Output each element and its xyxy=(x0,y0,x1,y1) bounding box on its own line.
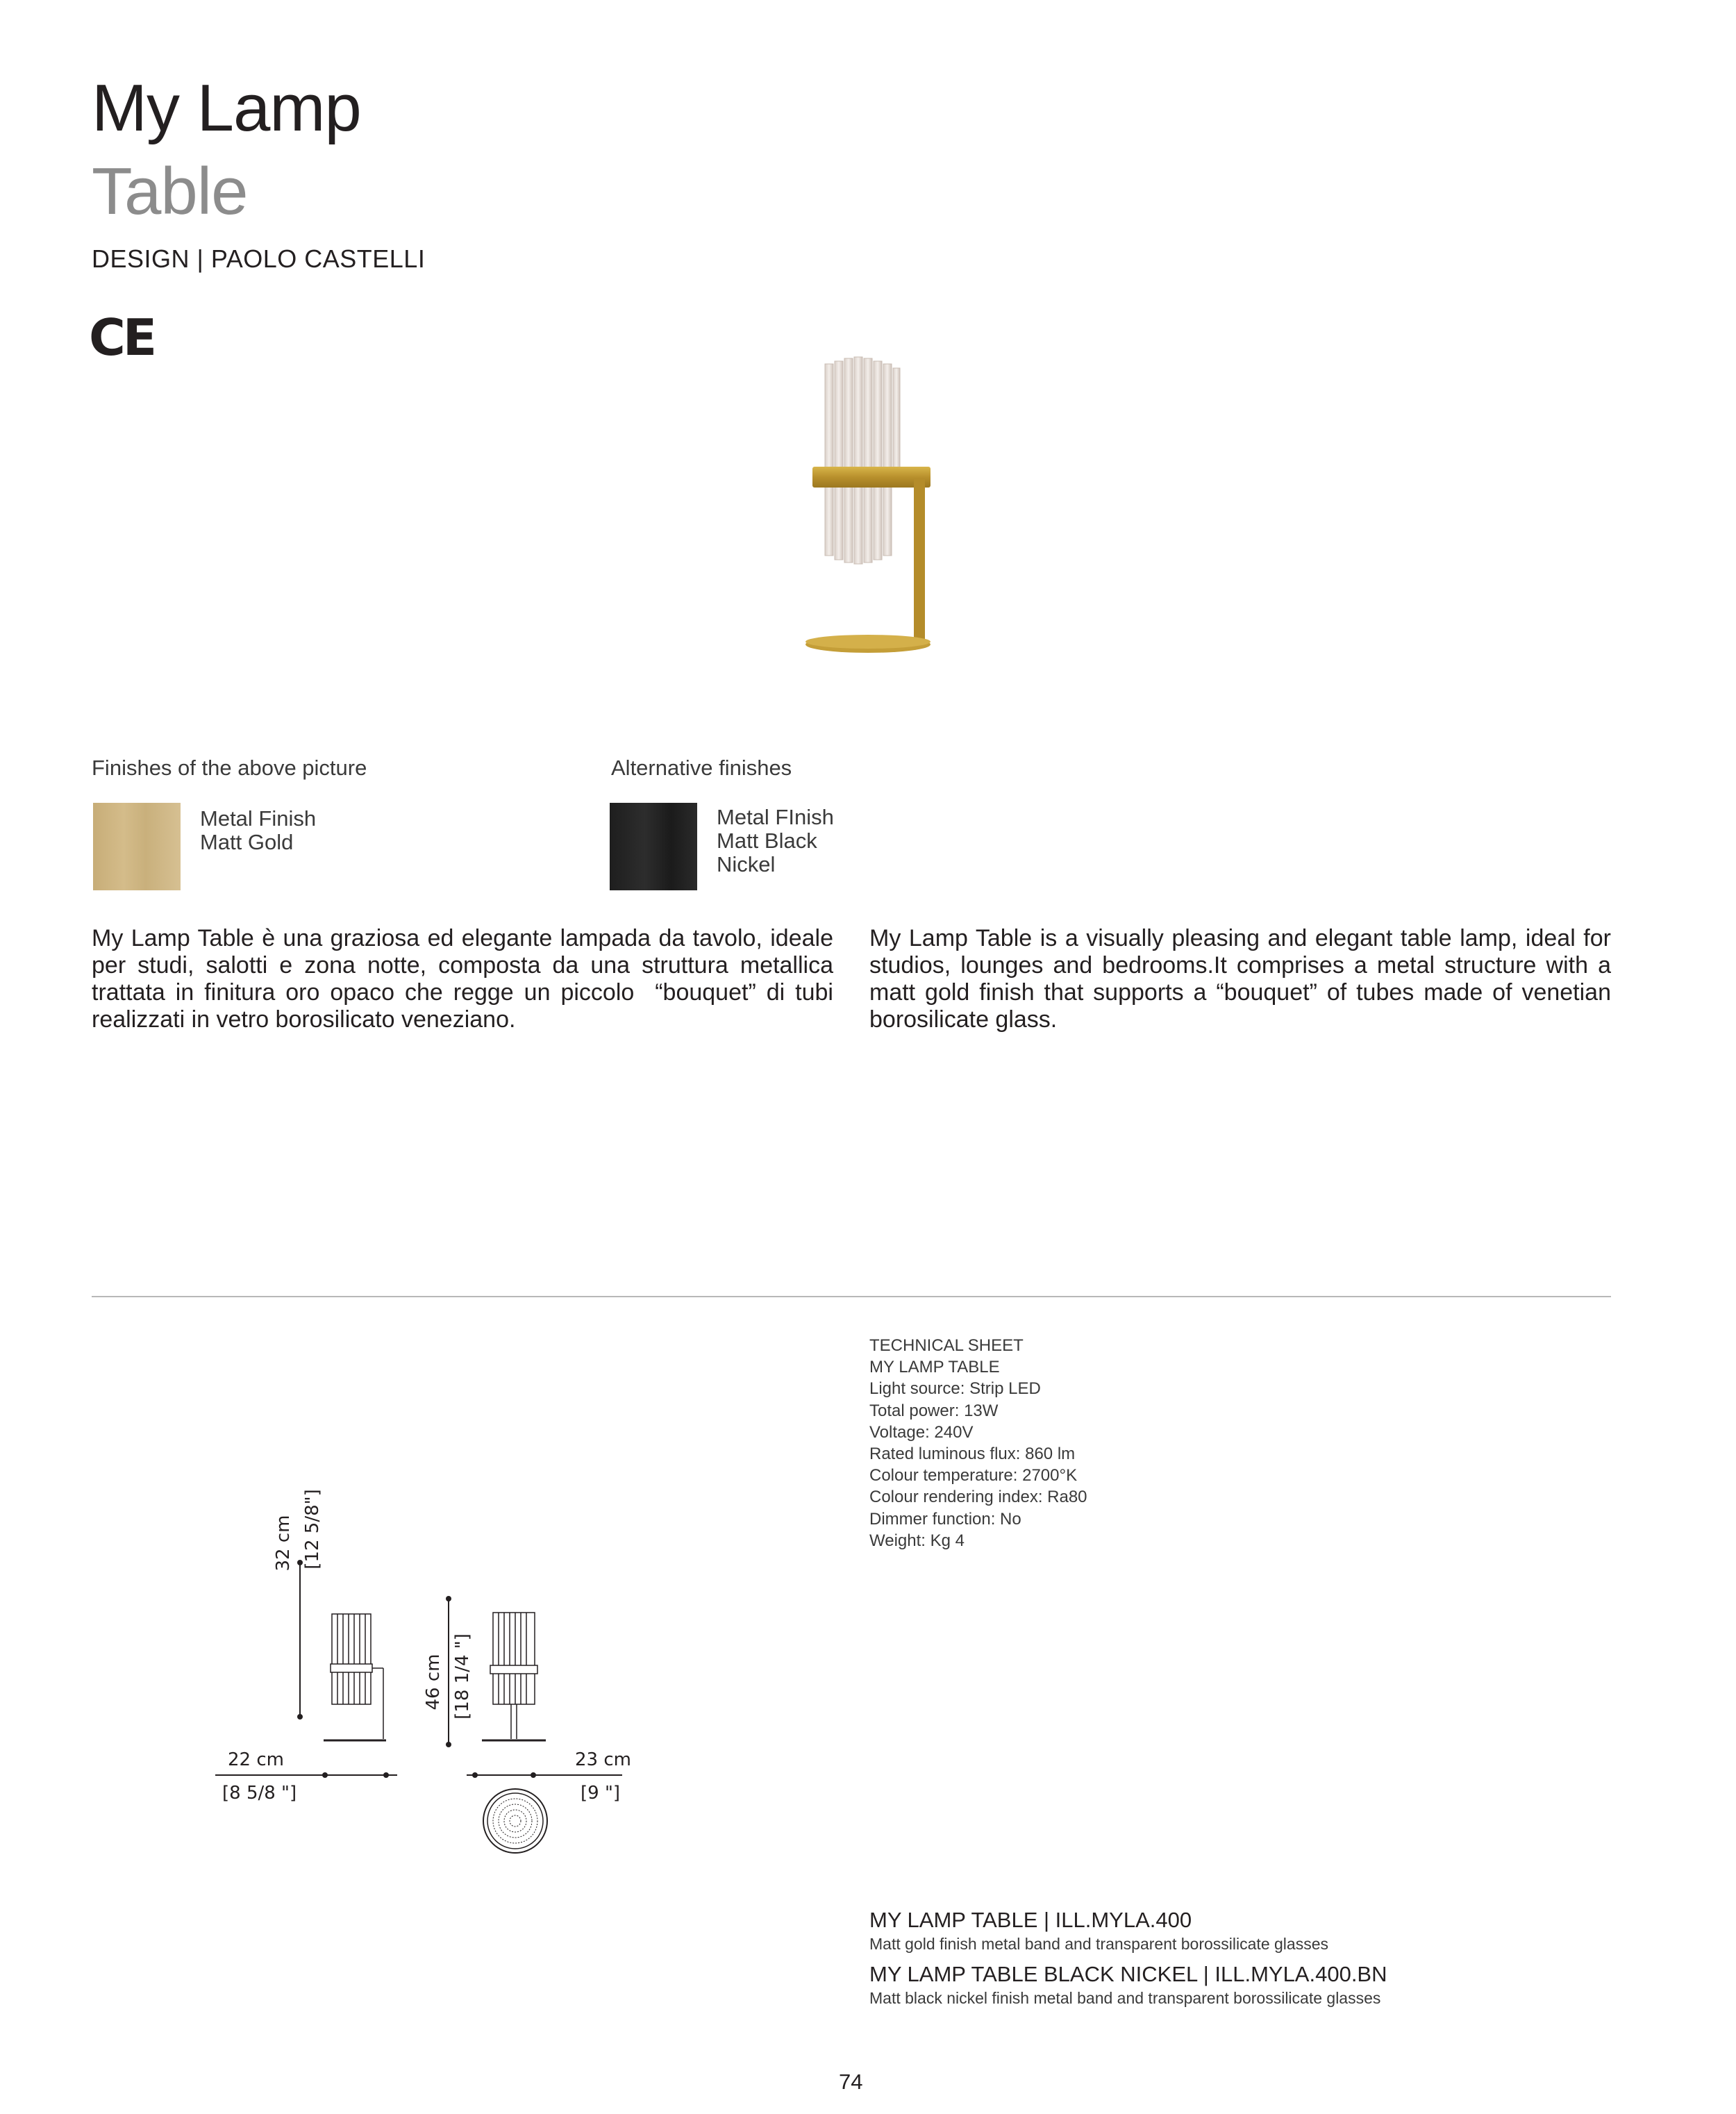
width-in: [9 "] xyxy=(581,1783,621,1804)
dimension-drawing xyxy=(194,1465,681,1854)
tech-spec: Colour temperature: 2700°K xyxy=(869,1466,1078,1485)
tech-heading: TECHNICAL SHEET xyxy=(869,1336,1024,1355)
description-english: My Lamp Table is a visually pleasing and elegant table lamp, ideal for studios, lounges and bedrooms.It comprises a metal structure with a matt gold finish that supports a “bouquet” of tubes made of venetian borosilicate glass. xyxy=(869,925,1611,1033)
front-view-lamp xyxy=(482,1613,546,1740)
current-finishes-heading: Finishes of the above picture xyxy=(92,756,367,780)
width-cm: 23 cm xyxy=(575,1749,631,1770)
page-number: 74 xyxy=(839,2070,863,2094)
top-view-lamp xyxy=(483,1789,547,1853)
depth-cm: 22 cm xyxy=(228,1749,284,1770)
height-front-in: [18 1/4 "] xyxy=(452,1633,473,1720)
product-image xyxy=(778,354,958,660)
tech-spec: Voltage: 240V xyxy=(869,1422,974,1442)
side-view-lamp xyxy=(324,1614,386,1740)
page-title: My Lamp xyxy=(92,71,361,145)
glass-tubes-upper xyxy=(825,357,900,469)
designer-credit: DESIGN | PAOLO CASTELLI xyxy=(92,244,426,273)
height-side-cm: 32 cm xyxy=(273,1515,294,1572)
alternative-finishes-heading: Alternative finishes xyxy=(611,756,792,780)
current-finish-label: Metal Finish Matt Gold xyxy=(200,806,317,854)
model-detail: Matt black nickel finish metal band and transparent borossilicate glasses xyxy=(869,1989,1381,2007)
model-detail: Matt gold finish metal band and transparent borossilicate glasses xyxy=(869,1935,1328,1953)
tech-spec: Colour rendering index: Ra80 xyxy=(869,1488,1087,1507)
model-name: MY LAMP TABLE BLACK NICKEL | ILL.MYLA.400.BN xyxy=(869,1962,1387,1986)
tech-spec: Rated luminous flux: 860 lm xyxy=(869,1445,1076,1464)
gold-finish-swatch xyxy=(93,803,181,890)
black-nickel-finish-swatch xyxy=(610,803,697,890)
tech-spec: Weight: Kg 4 xyxy=(869,1531,965,1550)
tech-spec: Total power: 13W xyxy=(869,1401,999,1420)
tech-spec: Light source: Strip LED xyxy=(869,1379,1041,1399)
metal-band xyxy=(812,467,930,488)
depth-in: [8 5/8 "] xyxy=(222,1783,297,1804)
page-subtitle: Table xyxy=(92,154,248,228)
technical-sheet xyxy=(869,1335,1087,1551)
tech-spec: Dimmer function: No xyxy=(869,1509,1021,1529)
glass-tubes-lower xyxy=(825,486,892,564)
lamp-stem xyxy=(914,478,925,642)
height-side-in: [12 5/8"] xyxy=(302,1489,323,1570)
model-name: MY LAMP TABLE | ILL.MYLA.400 xyxy=(869,1908,1192,1932)
ce-mark-icon: CE xyxy=(89,308,155,367)
height-front-cm: 46 cm xyxy=(423,1654,444,1711)
description-italian: My Lamp Table è una graziosa ed elegante lampada da tavolo, ideale per studi, salotti e zona notte, composta da una struttura metallica trattata in finitura oro opaco che regge un piccolo “bouquet” di tubi realizzati in vetro borosilicato veneziano. xyxy=(92,925,833,1033)
alternative-finish-label: Metal FInish Matt Black Nickel xyxy=(717,805,834,876)
tech-product: MY LAMP TABLE xyxy=(869,1358,1000,1377)
section-divider xyxy=(92,1296,1611,1297)
